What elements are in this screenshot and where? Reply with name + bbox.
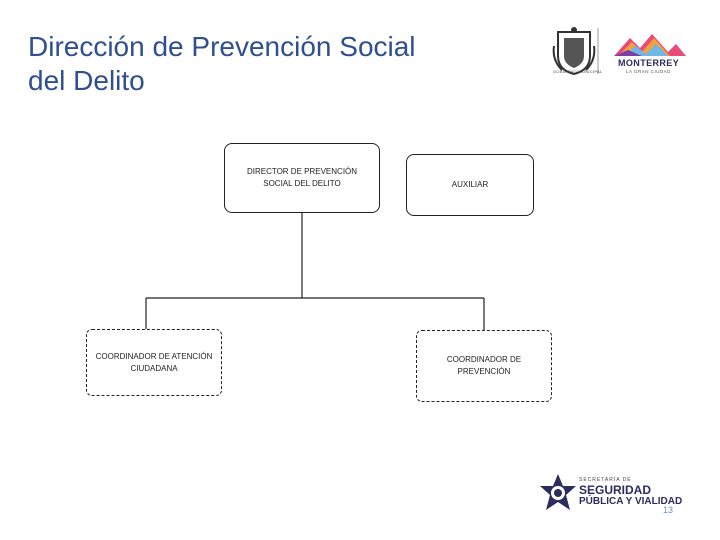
page-title-line2: del Delito xyxy=(28,65,145,96)
page-title-line1: Dirección de Prevención Social xyxy=(28,31,416,62)
node-director-line2: SOCIAL DEL DELITO xyxy=(263,179,341,188)
node-auxiliar xyxy=(406,154,534,216)
node-director-line1: DIRECTOR DE PREVENCIÓN xyxy=(246,167,358,176)
secretaria-prefix: SECRETARÍA DE xyxy=(579,477,632,483)
node-director xyxy=(224,143,380,213)
node-atencion-line2: CIUDADANA xyxy=(130,363,178,373)
secretaria-line2: PÚBLICA Y VIALIDAD xyxy=(579,496,683,507)
seal-caption: GOBIERNO MUNICIPAL xyxy=(553,69,603,74)
secretaria-line1: SEGURIDAD xyxy=(579,483,652,497)
node-coordinador-atencion xyxy=(86,329,222,396)
node-prevencion-line1: COORDINADOR DE xyxy=(446,355,522,364)
city-name: MONTERREY xyxy=(618,58,680,68)
page-number: 13 xyxy=(663,505,674,515)
node-auxiliar-label: AUXILIAR xyxy=(451,180,489,189)
city-tagline: LA GRAN CIUDAD xyxy=(626,69,672,74)
node-coordinador-prevencion xyxy=(416,330,552,402)
police-badge-icon xyxy=(536,472,580,516)
node-prevencion-line2: PREVENCIÓN xyxy=(457,367,511,376)
node-atencion-line1: COORDINADOR DE ATENCIÓN xyxy=(95,351,213,361)
